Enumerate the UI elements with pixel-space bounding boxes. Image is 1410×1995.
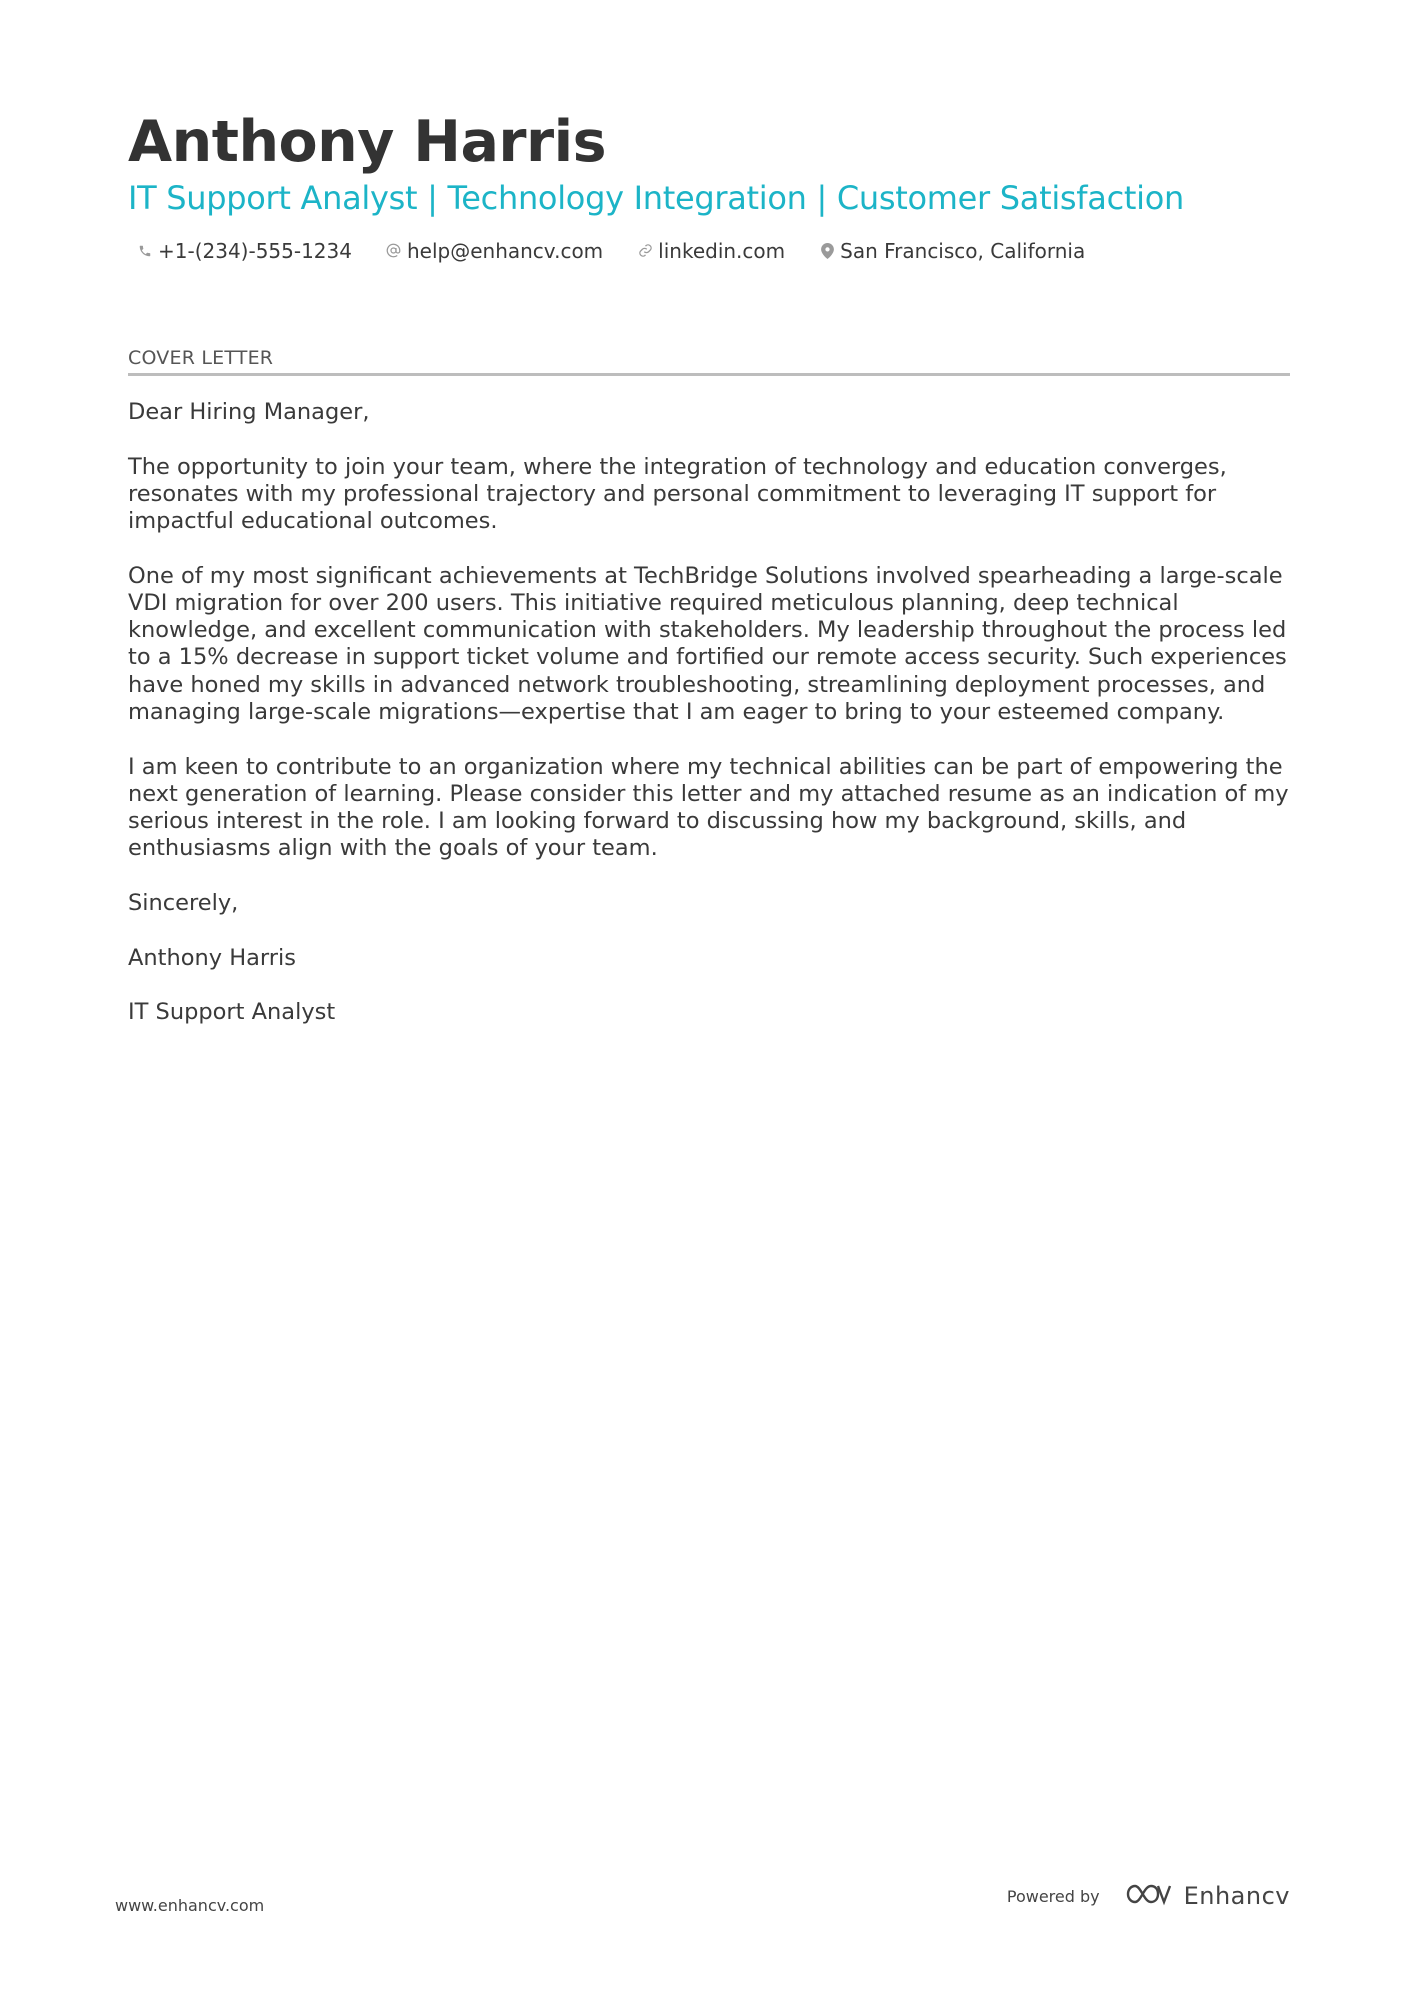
letter-closing: Sincerely,: [128, 889, 239, 916]
letter-paragraph: One of my most significant achievements at TechBridge Solutions involved spearheading a large-scale VDI migration for over 200 users. This initiative required meticulous planning, deep technical knowledge, and excellent communication with stakeholders. My leadership throughout the process led to a 15% decrease in support ticket volume and fortified our remote access security. Such experiences have honed my skills in advanced network troubleshooting, streamlining deployment processes, and managing large-scale migrations—expertise that I am eager to bring to your esteemed company.: [128, 562, 1287, 725]
location-pin-icon: [819, 243, 835, 259]
brand-name: Enhancv: [1183, 1882, 1290, 1910]
contact-location-text: San Francisco, California: [840, 238, 1086, 263]
letter-paragraph: The opportunity to join your team, where the integration of technology and education converges, resonates with my professional trajectory and personal commitment to leveraging IT support for impactful educational outcomes.: [128, 453, 1227, 535]
letter-body: [128, 399, 1290, 1026]
powered-by-label: Powered by: [1006, 1886, 1100, 1906]
contact-phone-text: +1-(234)-555-1234: [158, 238, 352, 263]
signature-name: Anthony Harris: [128, 944, 297, 971]
contact-link[interactable]: [628, 239, 785, 263]
link-icon: [637, 243, 653, 259]
cover-letter-page: [128, 108, 1290, 1054]
brand-logo[interactable]: [1126, 1882, 1290, 1910]
signature-title: IT Support Analyst: [128, 999, 336, 1026]
contact-link-text[interactable]: linkedin.com: [658, 238, 786, 263]
footer-branding: [1007, 1882, 1290, 1910]
contact-email[interactable]: [377, 239, 603, 263]
contact-location: [810, 239, 1085, 263]
contact-email-text[interactable]: help@enhancv.com: [406, 238, 604, 263]
applicant-name: Anthony Harris: [128, 109, 607, 175]
at-icon: [386, 243, 402, 259]
footer-website[interactable]: www.enhancv.com: [115, 1896, 265, 1915]
letter-paragraph: I am keen to contribute to an organization where my technical abilities can be part of empowering the next generation of learning. Please consider this letter and my attached resume as an indication of my serious interest in the role. I am looking forward to discussing how my background, skills, and enthusiasms align with the goals of your team.: [128, 753, 1289, 862]
enhancv-logo-icon: [1126, 1882, 1172, 1910]
letter-greeting: Dear Hiring Manager,: [128, 398, 370, 425]
phone-icon: [137, 243, 153, 259]
contact-phone: [128, 239, 352, 263]
contact-bar: [128, 239, 1290, 263]
applicant-headline: IT Support Analyst | Technology Integration | Customer Satisfaction: [128, 179, 1184, 218]
section-title: COVER LETTER: [128, 347, 1290, 376]
